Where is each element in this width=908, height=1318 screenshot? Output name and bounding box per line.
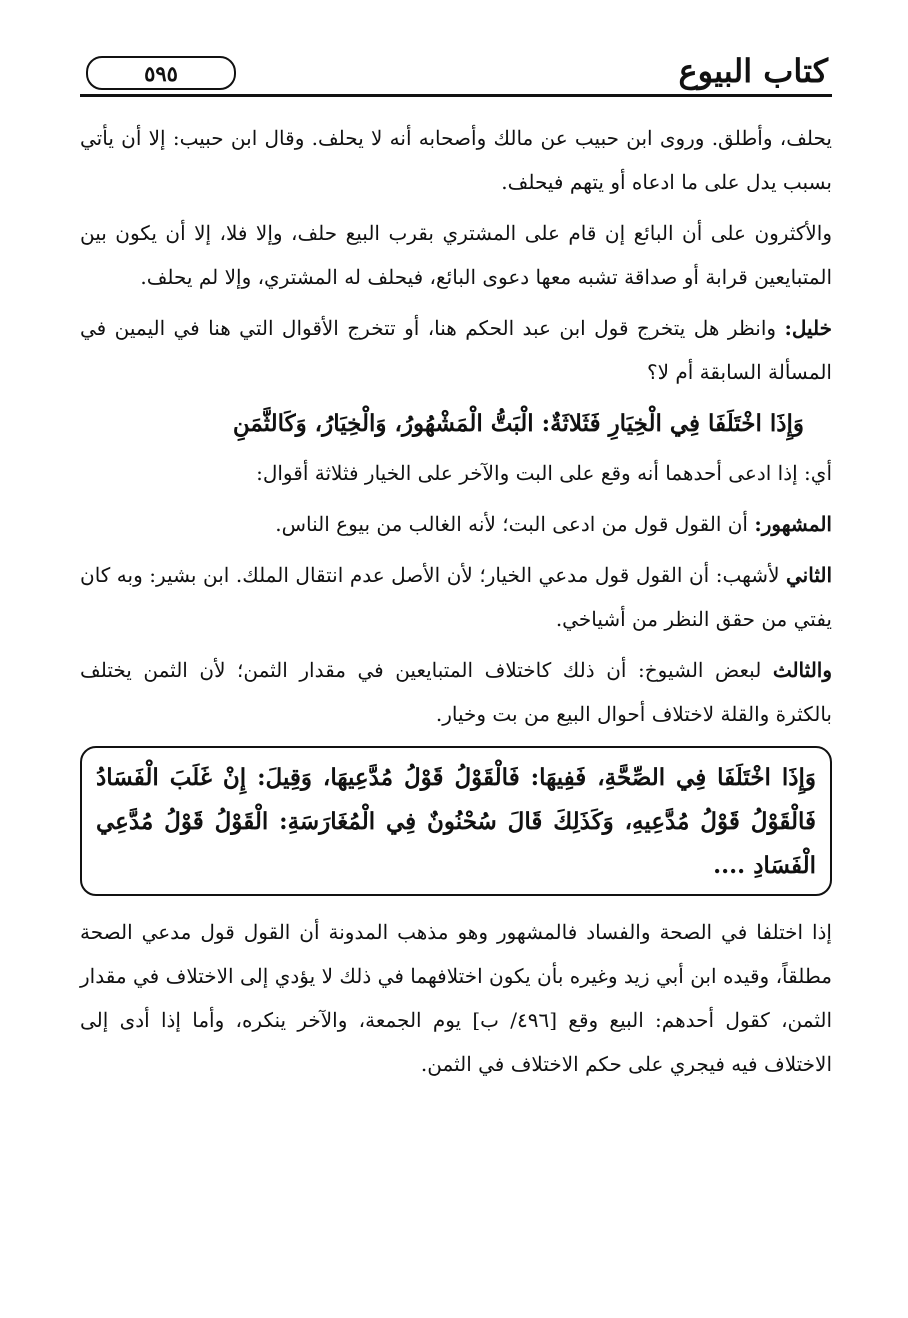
paragraph-text: والأكثرون على أن البائع إن قام على المشتري بقرب البيع حلف، وإلا فلا، إلا أن يكون بين المتبايعين قرابة أو صداقة تشبه معها دعوى البائع، فيحلف له المشتري، وإلا لم يحلف. [80, 221, 832, 289]
paragraph [80, 306, 832, 394]
paragraph [80, 502, 832, 546]
paragraph-text: لبعض الشيوخ: أن ذلك كاختلاف المتبايعين في مقدار الثمن؛ لأن الثمن يختلف بالكثرة والقلة لاختلاف أحوال البيع من بت وخيار. [80, 658, 832, 726]
paragraph [80, 910, 832, 1086]
paragraph [80, 116, 832, 204]
paragraph-text: أن القول قول من ادعى البت؛ لأنه الغالب من بيوع الناس. [275, 512, 755, 536]
page-header [80, 48, 832, 98]
paragraph [80, 648, 832, 736]
paragraph-lead: خليل: [784, 316, 832, 340]
paragraph-text: يحلف، وأطلق. وروى ابن حبيب عن مالك وأصحابه أنه لا يحلف. وقال ابن حبيب: إلا أن يأتي بسبب يدل على ما ادعاه أو يتهم فيحلف. [80, 126, 832, 194]
paragraph-text: أي: إذا ادعى أحدهما أنه وقع على البت والآخر على الخيار فثلاثة أقوال: [256, 461, 832, 485]
paragraph [80, 451, 832, 495]
paragraph [80, 553, 832, 641]
header-divider [80, 94, 832, 97]
page-number: ٥٩٥ [86, 56, 236, 90]
running-title: كتاب البيوع [678, 52, 828, 90]
paragraph-lead: والثالث [772, 658, 832, 682]
paragraph-text: إذا اختلفا في الصحة والفساد فالمشهور وهو مذهب المدونة أن القول قول مدعي الصحة مطلقاً، وقيده ابن أبي زيد وغيره بأن يكون اختلافهما في ذلك لا يؤدي إلى الاختلاف في مقدار الثمن، كقول أحدهم: البيع وقع [٤٩٦/ ب] يوم الجمعة، والآخر ينكره، وأما إذا أدى إلى الاختلاف فيه فيجري على حكم الاختلاف في الثمن. [80, 920, 832, 1076]
matn-heading: وَإِذَا اخْتَلَفَا فِي الْخِيَارِ فَثَلاثَةٌ: الْبَتُّ الْمَشْهُورُ، وَالْخِيَارُ، وَكَالثَّمَنِ [232, 410, 804, 437]
paragraph-lead: المشهور: [754, 512, 832, 536]
paragraph-text: لأشهب: أن القول قول مدعي الخيار؛ لأن الأصل عدم انتقال الملك. ابن بشير: وبه كان يفتي من حقق النظر من أشياخي. [80, 563, 832, 631]
matn-boxed-text: وَإِذَا اخْتَلَفَا فِي الصِّحَّةِ، فَفِيهَا: فَالْقَوْلُ قَوْلُ مُدَّعِيهَا، وَقِيلَ: إِنْ غَلَبَ الْفَسَادُ فَالْقَوْلُ قَوْلُ مُدَّعِيهِ، وَكَذَلِكَ قَالَ سُحْنُونٌ فِي الْمُغَارَسَةِ: الْقَوْلُ قَوْلُ مُدَّعِي الْفَسَادِ .... [80, 746, 832, 896]
paragraph-text: وانظر هل يتخرج قول ابن عبد الحكم هنا، أو تتخرج الأقوال التي هنا في اليمين في المسألة السابقة أم لا؟ [80, 316, 832, 384]
paragraph-lead: الثاني [785, 563, 832, 587]
paragraph [80, 211, 832, 299]
page-body [80, 116, 832, 1093]
